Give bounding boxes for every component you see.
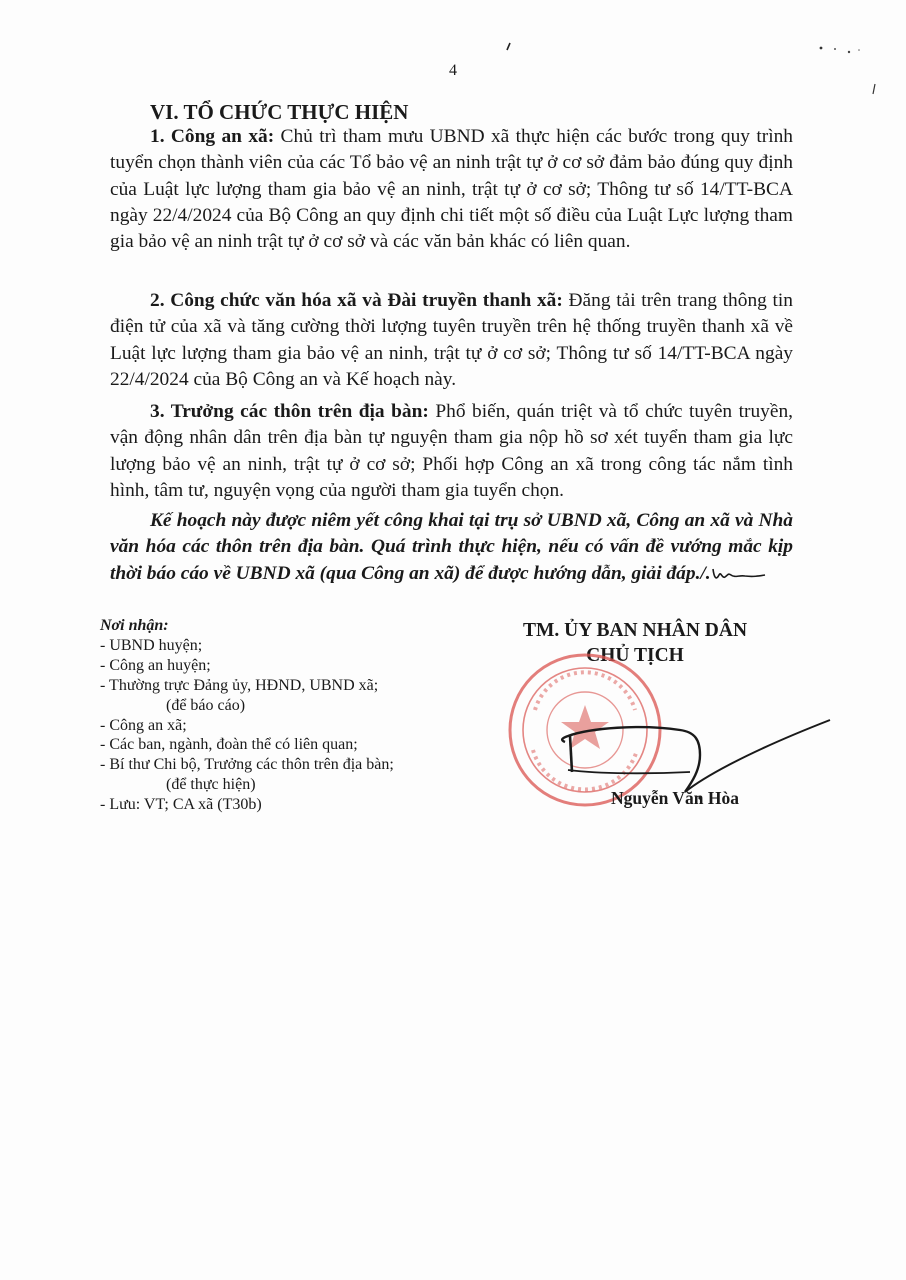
signer-name: Nguyễn Văn Hòa	[610, 788, 740, 808]
recipient-note: (để thực hiện)	[166, 776, 256, 794]
recipients-title: Nơi nhận:	[100, 617, 169, 634]
initial-signature-icon	[711, 565, 766, 583]
recipient-line: - Bí thư Chi bộ, Trưởng các thôn trên địa bàn;	[100, 756, 394, 774]
page-number: 4	[449, 62, 457, 79]
recipients-block	[100, 616, 394, 815]
item-label: 3. Trưởng các thôn trên địa bàn:	[150, 401, 429, 422]
closing-text: Kế hoạch này được niêm yết công khai tại trụ sở UBND xã, Công an xã và Nhà văn hóa các thôn trên địa bàn. Quá trình thực hiện, nếu có vấn đề vướng mắc kịp thời báo cáo về UBND xã (qua Công an xã) để được hướng dẫn, giải đáp./.	[110, 510, 793, 584]
organization-title: TM. ỦY BAN NHÂN DÂN	[522, 620, 748, 641]
item-label: 1. Công an xã:	[150, 126, 275, 147]
scan-speck	[870, 82, 878, 96]
item-label: 2. Công chức văn hóa xã và Đài truyền thanh xã:	[150, 290, 563, 311]
item-text: Phổ biến, quán triệt và tổ chức tuyên truyền, vận động nhân dân trên địa bàn tự nguyện tham gia nộp hồ sơ xét tuyển tham gia lực lượng bảo vệ an ninh, trật tự ở cơ sở; Phối hợp Công an xã trong công tác nắm tình hình, tâm tư, nguyện vọng của người tham gia tuyển chọn.	[110, 401, 794, 501]
item-cong-chuc-van-hoa	[110, 288, 793, 393]
chairman-signature-icon	[550, 700, 840, 800]
recipient-line: - Các ban, ngành, đoàn thể có liên quan;	[100, 736, 358, 754]
closing-statement	[110, 508, 793, 587]
item-text: Chủ trì tham mưu UBND xã thực hiện các bước trong quy trình tuyển chọn thành viên của các Tổ bảo vệ an ninh trật tự ở cơ sở đảm bảo đúng quy định của Luật lực lượng tham gia bảo vệ an ninh, trật tự ở cơ sở; Thông tư số 14/TT-BCA ngày 22/4/2024 của Bộ Công an quy định chi tiết một số điều của Luật Lực lượng tham gia bảo vệ an ninh trật tự ở cơ sở và các văn bản khác có liên quan.	[110, 126, 793, 253]
item-text: Đăng tải trên trang thông tin điện tử của xã và tăng cường thời lượng tuyên truyền trên hệ thống truyền thanh xã về Luật lực lượng tham gia bảo vệ an ninh, trật tự ở cơ sở; Thông tư số 14/TT-BCA ngày 22/4/2024 của Bộ Công an và Kế hoạch này.	[110, 290, 793, 390]
scan-speck	[505, 42, 513, 52]
scan-speck	[815, 40, 875, 60]
section-heading: VI. TỔ CHỨC THỰC HIỆN	[150, 100, 409, 124]
recipient-line: - Công an xã;	[100, 716, 187, 734]
recipient-line: - Thường trực Đảng ủy, HĐND, UBND xã;	[100, 676, 379, 694]
item-cong-an-xa	[110, 124, 793, 255]
recipient-line: - Lưu: VT; CA xã (T30b)	[100, 796, 262, 814]
position-title: CHỦ TỊCH	[586, 645, 684, 666]
item-truong-thon	[110, 399, 793, 504]
recipient-line: - Công an huyện;	[100, 656, 211, 674]
recipient-line: - UBND huyện;	[100, 636, 203, 654]
recipient-note: (để báo cáo)	[166, 696, 246, 714]
